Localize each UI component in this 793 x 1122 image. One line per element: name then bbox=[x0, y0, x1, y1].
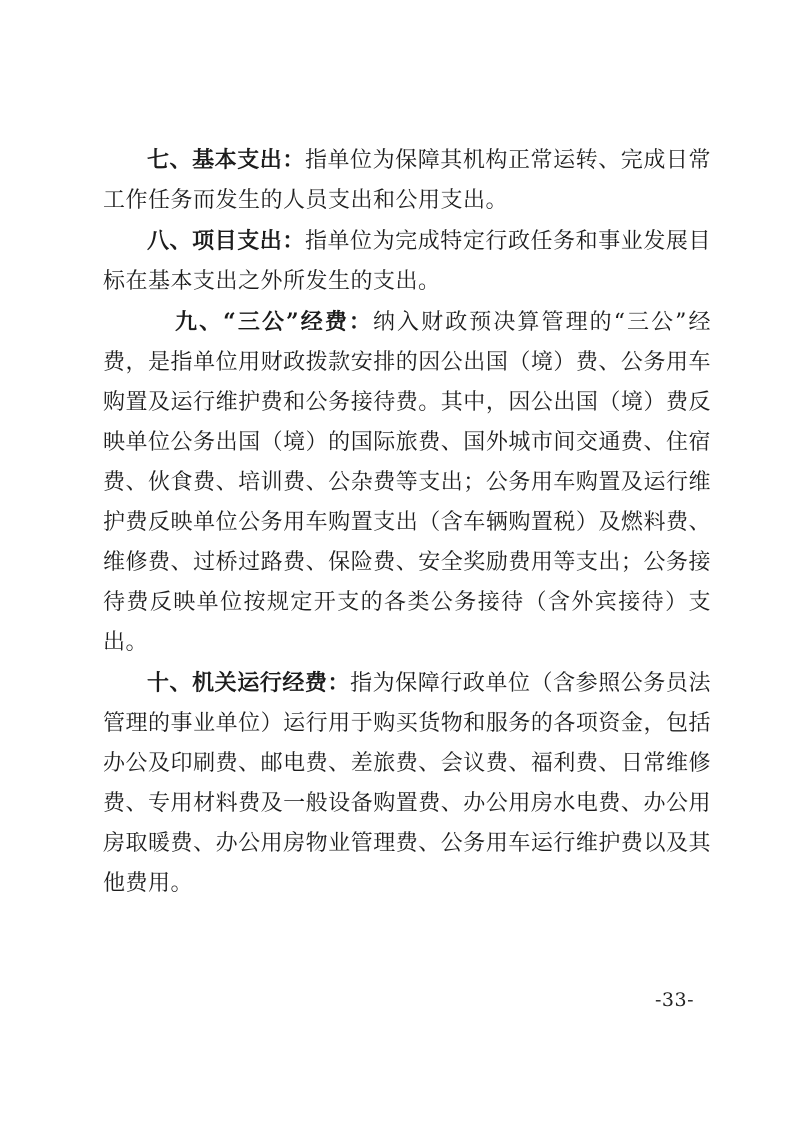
paragraph-body: 指单位为保障其机构正常运转、完成日常工作任务而发生的人员支出和公用支出。 bbox=[103, 148, 711, 213]
page-number: -33- bbox=[654, 989, 694, 1011]
paragraph-agency-operating-funds bbox=[103, 663, 711, 904]
paragraph-body: 指单位为完成特定行政任务和事业发展目标在基本支出之外所发生的支出。 bbox=[103, 229, 711, 294]
paragraph-heading: 七、基本支出： bbox=[147, 147, 305, 173]
paragraph-heading: 十、机关运行经费： bbox=[147, 670, 351, 696]
paragraph-heading: 八、项目支出： bbox=[147, 228, 305, 254]
paragraph-body: 指为保障行政单位（含参照公务员法管理的事业单位）运行用于购买货物和服务的各项资金，包括办公及印刷费、邮电费、差旅费、会议费、福利费、日常维修费、专用材料费及一般设备购置费、办公用房水电费、办公用房取暖费、办公用房物业管理费、公务用车运行维护费以及其他费用。 bbox=[103, 671, 711, 896]
paragraph-three-public-funds bbox=[103, 302, 711, 663]
paragraph-project-expenditure bbox=[103, 221, 711, 302]
document-text-block bbox=[103, 140, 711, 904]
paragraph-body: 纳入财政预决算管理的“三公”经费，是指单位用财政拨款安排的因公出国（境）费、公务用车购置及运行维护费和公务接待费。其中，因公出国（境）费反映单位公务出国（境）的国际旅费、国外城市间交通费、住宿费、伙食费、培训费、公杂费等支出；公务用车购置及运行维护费反映单位公务用车购置支出（含车辆购置税）及燃料费、维修费、过桥过路费、保险费、安全奖励费用等支出；公务接待费反映单位按规定开支的各类公务接待（含外宾接待）支出。 bbox=[103, 310, 712, 655]
paragraph-heading: 九、“三公”经费： bbox=[175, 309, 373, 335]
paragraph-basic-expenditure bbox=[103, 140, 711, 221]
